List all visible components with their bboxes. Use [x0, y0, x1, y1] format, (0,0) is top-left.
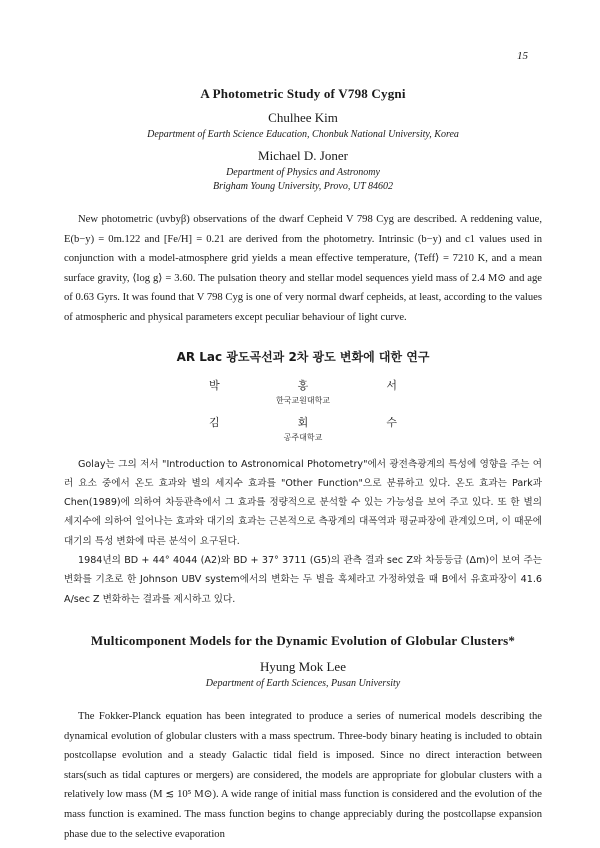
page-number: 15 — [517, 50, 528, 62]
abstract-3 — [64, 707, 542, 844]
author-name — [64, 414, 542, 430]
author-name-char: 박 — [209, 378, 220, 392]
author-affiliation: 공주대학교 — [283, 432, 323, 442]
author-name-char: 수 — [386, 415, 397, 429]
author-affiliation: Department of Earth Sciences, Pusan University — [205, 677, 401, 689]
paper-title-1: A Photometric Study of V798 Cygni — [200, 86, 406, 101]
abstract-paragraph: New photometric (uvbyβ) observations of the dwarf Cepheid V 798 Cyg are described. A reddening value, E(b−y) = 0m.122 and [Fe/H] = 0.21 are derived from the photometry. Intrinsic (b−y) and c1 values used in conjunction with a model-atmosphere grid yields a mean effective temperature, ⟨Teff⟩ = 7210 K, and a mean surface gravity, ⟨log g⟩ = 3.60. The pulsation theory and stellar model sequences yield mass of 2.4 M⊙ and age of 0.63 Gyrs. It was found that V 798 Cyg is one of very normal dwarf cepheids, at least, according to the values of atmospheric and physical parameters except peculiar behaviour of light curve. — [64, 214, 542, 323]
author-affiliation: 한국교원대학교 — [275, 395, 331, 405]
author-name-char: 홍 — [297, 378, 309, 392]
author-affiliation: Department of Physics and Astronomy — [226, 167, 380, 178]
paper-title-2: AR Lac 광도곡선과 2차 광도 변화에 대한 연구 — [176, 349, 430, 364]
author-name-char: 김 — [209, 415, 220, 429]
abstract-paragraph: The Fokker-Planck equation has been integrated to produce a series of numerical models describing the dynamical evolution of globular clusters with a mass spectrum. Three-body binary heating is included to obtain postcollapse evolution and a steady Galactic tidal field is imposed. Since no direct interaction between stars(such as tidal captures or mergers) are considered, the models are appropriate for globular clusters with a relatively low mass (M ≲ 10⁵ M⊙). A wide range of initial mass function is considered and the evolution of the mass function is examined. The mass function begins to change appreciably during the postcollapse expansion phase due to the selective evaporation — [64, 710, 542, 840]
author-name — [64, 377, 542, 393]
author-affiliation: Department of Earth Science Education, Chonbuk National University, Korea — [147, 129, 459, 140]
author-name: Chulhee Kim — [268, 110, 338, 125]
abstract-1 — [64, 210, 542, 328]
author-name: Michael D. Joner — [258, 148, 348, 163]
author-name-char: 회 — [297, 415, 309, 429]
author-name-char: 서 — [386, 378, 397, 392]
author-affiliation-line2: Brigham Young University, Provo, UT 84602 — [213, 181, 393, 192]
author-name: Hyung Mok Lee — [260, 658, 346, 674]
abstract-paragraph: 1984년의 BD + 44° 4044 (A2)와 BD + 37° 3711 (G5)의 관측 결과 sec Z와 차등등급 (Δm)이 보여 주는 변화를 기초로 한 Johnson UBV system에서의 변화는 두 별을 흑체라고 가정하였을 때 B에서 유효파장이 41.6 A/sec Z 변화하는 결과를 제시하고 있다. — [64, 555, 542, 605]
abstract-paragraph: Golay는 그의 저서 "Introduction to Astronomical Photometry"에서 광전측광계의 특성에 영향을 주는 여러 요소 중에서 온도 효과와 별의 세지수 효과를 "Other Function"으로 분류하고 있다. 온도 효과는 Park과 Chen(1989)에 의하여 차등관측에서 그 효과를 정량적으로 분석할 수 있는 가능성을 보여 주고 있다. 또 한 별의 세지수에 의하여 일어나는 효과와 대기의 효과는 근본적으로 측광계의 대폭역과 평균파장에 관계있으며, 이 때문에 대기의 특성 변화에 따른 분석이 요구된다. — [64, 458, 542, 547]
paper-title-3: Multicomponent Models for the Dynamic Evolution of Globular Clusters* — [90, 632, 516, 648]
abstract-2 — [64, 455, 542, 609]
